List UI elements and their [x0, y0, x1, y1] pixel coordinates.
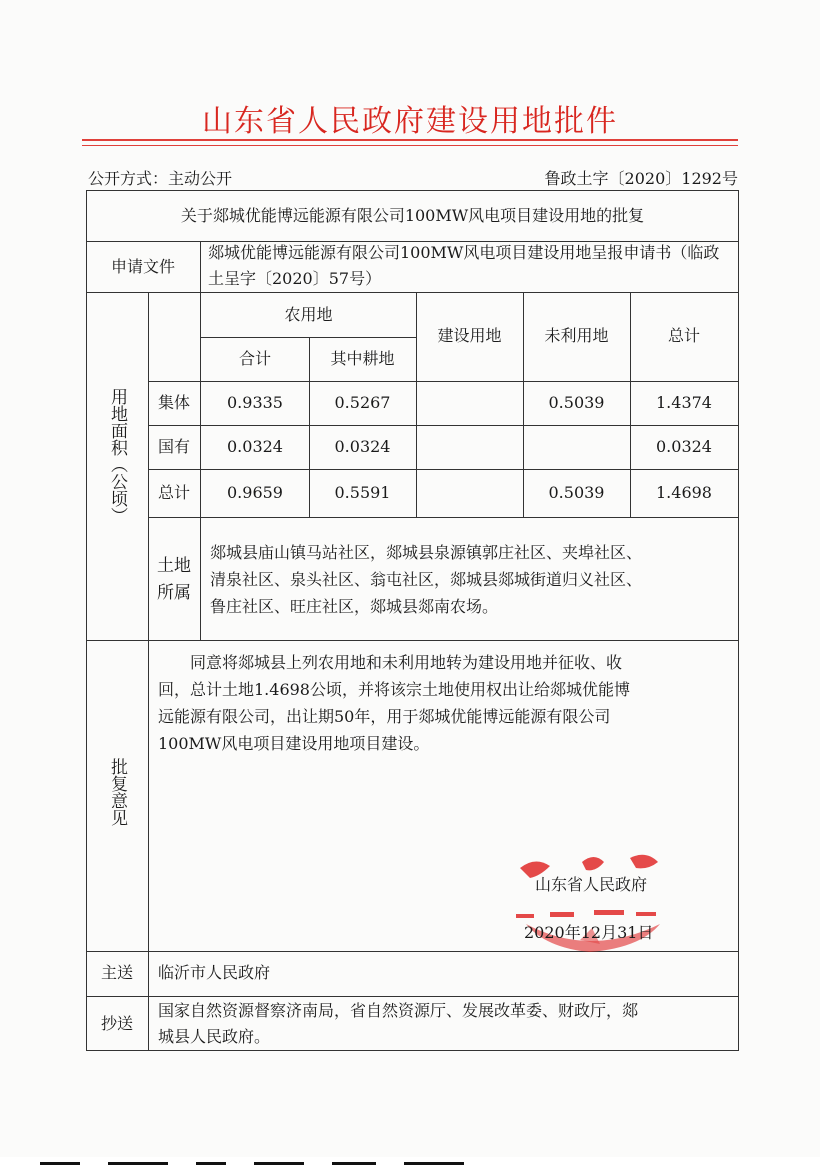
- row-line: [86, 996, 739, 997]
- header-total: 总计: [667, 326, 700, 345]
- doc-number: 鲁政土字〔2020〕1292号: [544, 169, 738, 188]
- title-rule-thick: [82, 139, 738, 141]
- area-label: 用地面积（公顷）: [107, 388, 127, 524]
- table-border-top: [86, 190, 739, 191]
- date: 2020年12月31日: [524, 923, 654, 942]
- cc-line: 城县人民政府。: [158, 1027, 271, 1046]
- cell-unused: 0.5039: [548, 483, 605, 502]
- table-border-bottom: [86, 1050, 739, 1051]
- header-farm: 农用地: [284, 305, 333, 324]
- location-label-line1: 土地: [157, 556, 191, 576]
- table-border-right: [738, 190, 739, 1051]
- opinion-line: 同意将郯城县上列农用地和未利用地转为建设用地并征收、收: [190, 653, 623, 672]
- publish-mode: 公开方式：主动公开: [88, 169, 233, 188]
- row-line: [148, 469, 739, 470]
- opinion-line: 回，总计土地1.4698公顷，并将该宗土地使用权出让给郯城优能博: [158, 680, 630, 699]
- header-farm-total: 合计: [238, 349, 271, 368]
- table-border-left: [86, 190, 87, 1051]
- cell-total: 0.0324: [656, 437, 712, 456]
- header-farm-arable: 其中耕地: [330, 349, 395, 368]
- signer: 山东省人民政府: [535, 875, 648, 894]
- location-line: 郯城县庙山镇马站社区，郯城县泉源镇郭庄社区、夹埠社区、: [210, 543, 643, 562]
- main-to-label: 主送: [100, 963, 133, 982]
- opinion-line: 远能源有限公司，出让期50年，用于郯城优能博远能源有限公司: [158, 707, 611, 726]
- row-label: 总计: [157, 483, 190, 502]
- cell-total: 1.4374: [656, 393, 712, 412]
- application-label: 申请文件: [110, 257, 175, 276]
- row-line: [86, 292, 739, 293]
- subject: 关于郯城优能博远能源有限公司100MW风电项目建设用地的批复: [180, 206, 645, 225]
- document-title: 山东省人民政府建设用地批件: [202, 104, 618, 139]
- row-label: 集体: [157, 393, 190, 412]
- cell-farm-arable: 0.5591: [334, 483, 391, 502]
- col-line: [200, 292, 201, 640]
- row-line: [86, 640, 739, 641]
- row-line: [148, 517, 739, 518]
- cell-farm-arable: 0.0324: [334, 437, 391, 456]
- cell-unused: 0.5039: [548, 393, 605, 412]
- location-label-line2: 所属: [157, 583, 191, 603]
- opinion-label: 批复意见: [107, 758, 127, 826]
- cell-farm-total: 0.9335: [227, 393, 283, 412]
- scan-edge-marks: [40, 1150, 780, 1154]
- application-text: 郯城优能博远能源有限公司100MW风电项目建设用地呈报申请书（临政土呈字〔2020〕57号）: [208, 243, 720, 288]
- title-rule-thin: [82, 145, 738, 146]
- cc-label: 抄送: [100, 1014, 133, 1033]
- cell-farm-total: 0.0324: [227, 437, 283, 456]
- location-line: 清泉社区、泉头社区、翁屯社区，郯城县郯城街道归义社区、: [210, 570, 643, 589]
- main-to: 临沂市人民政府: [158, 963, 271, 982]
- col-line: [200, 241, 201, 293]
- row-label: 国有: [157, 437, 190, 456]
- opinion-line: 100MW风电项目建设用地项目建设。: [158, 734, 430, 753]
- cc-line: 国家自然资源督察济南局，省自然资源厅、发展改革委、财政厅，郯: [158, 1001, 639, 1020]
- row-line: [148, 425, 739, 426]
- row-line: [148, 381, 739, 382]
- cell-farm-total: 0.9659: [227, 483, 283, 502]
- location-line: 鲁庄社区、旺庄社区，郯城县郯南农场。: [210, 597, 499, 616]
- cell-farm-arable: 0.5267: [334, 393, 391, 412]
- header-construction: 建设用地: [437, 326, 502, 345]
- cell-total: 1.4698: [656, 483, 712, 502]
- header-unused: 未利用地: [544, 326, 609, 345]
